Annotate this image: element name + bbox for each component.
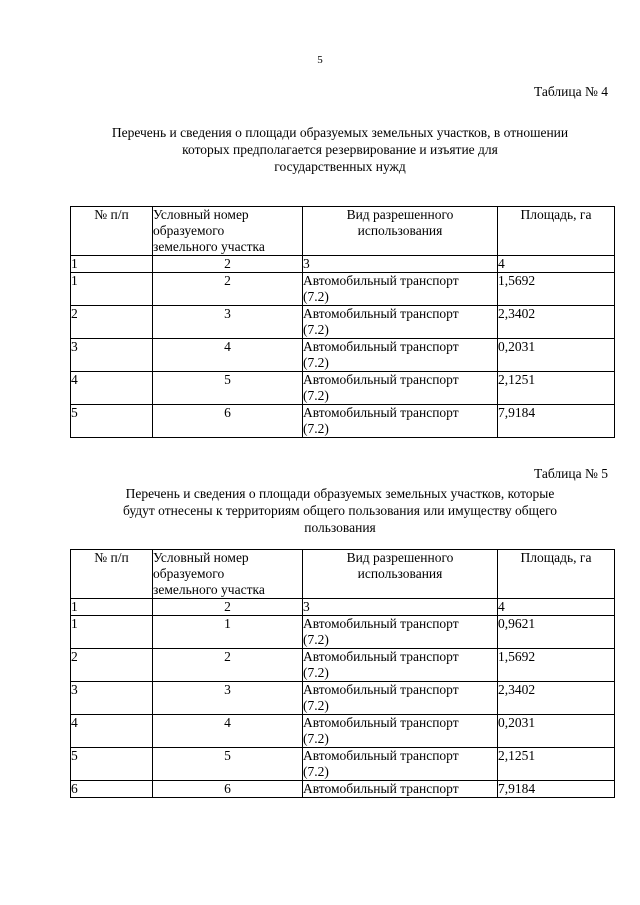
index-cell: 1 xyxy=(71,256,153,273)
table-4-title-line: Перечень и сведения о площади образуемых земельных участков, в отношении xyxy=(111,125,569,140)
row-number: 4 xyxy=(71,372,153,405)
table-4-title xyxy=(70,124,610,175)
use-line: (7.2) xyxy=(303,731,329,746)
table-row xyxy=(71,682,615,715)
row-conditional-number: 5 xyxy=(153,748,303,781)
header-area: Площадь, га xyxy=(498,207,615,256)
row-area: 2,3402 xyxy=(498,306,615,339)
header-conditional-number xyxy=(153,550,303,599)
header-line: Условный номер xyxy=(153,550,249,565)
table-4-label: Таблица № 4 xyxy=(534,84,608,99)
use-line: Автомобильный транспорт xyxy=(303,405,459,420)
row-number: 2 xyxy=(71,306,153,339)
table-row xyxy=(71,715,615,748)
row-area: 0,9621 xyxy=(498,616,615,649)
row-area: 7,9184 xyxy=(498,781,615,798)
use-line: (7.2) xyxy=(303,632,329,647)
row-permitted-use xyxy=(303,781,498,798)
use-line: (7.2) xyxy=(303,698,329,713)
table-row xyxy=(71,306,615,339)
row-conditional-number: 3 xyxy=(153,306,303,339)
row-area: 2,3402 xyxy=(498,682,615,715)
row-permitted-use xyxy=(303,616,498,649)
row-conditional-number: 5 xyxy=(153,372,303,405)
table-4-title-line: государственных нужд xyxy=(274,159,406,174)
row-permitted-use xyxy=(303,339,498,372)
index-cell: 3 xyxy=(303,256,498,273)
table-5-label: Таблица № 5 xyxy=(534,466,608,481)
row-area: 7,9184 xyxy=(498,405,615,438)
use-line: Автомобильный транспорт xyxy=(303,748,459,763)
index-cell: 4 xyxy=(498,256,615,273)
header-line: земельного участка xyxy=(153,582,265,597)
use-line: Автомобильный транспорт xyxy=(303,682,459,697)
row-area: 1,5692 xyxy=(498,649,615,682)
header-line: земельного участка xyxy=(153,239,265,254)
row-permitted-use xyxy=(303,748,498,781)
index-cell: 1 xyxy=(71,599,153,616)
row-conditional-number: 2 xyxy=(153,273,303,306)
row-number: 3 xyxy=(71,682,153,715)
row-conditional-number: 4 xyxy=(153,715,303,748)
row-area: 2,1251 xyxy=(498,748,615,781)
row-permitted-use xyxy=(303,273,498,306)
table-row xyxy=(71,273,615,306)
table-index-row xyxy=(71,256,615,273)
table-index-row xyxy=(71,599,615,616)
row-permitted-use xyxy=(303,372,498,405)
use-line: (7.2) xyxy=(303,388,329,403)
header-conditional-number xyxy=(153,207,303,256)
row-conditional-number: 6 xyxy=(153,405,303,438)
index-cell: 3 xyxy=(303,599,498,616)
table-row xyxy=(71,616,615,649)
use-line: Автомобильный транспорт xyxy=(303,616,459,631)
use-line: (7.2) xyxy=(303,665,329,680)
row-conditional-number: 4 xyxy=(153,339,303,372)
header-number: № п/п xyxy=(71,550,153,599)
index-cell: 2 xyxy=(153,256,303,273)
table-row xyxy=(71,649,615,682)
table-4 xyxy=(70,206,615,438)
table-row xyxy=(71,748,615,781)
table-header-row xyxy=(71,207,615,256)
table-row xyxy=(71,339,615,372)
use-line: (7.2) xyxy=(303,355,329,370)
use-line: Автомобильный транспорт xyxy=(303,339,459,354)
table-row xyxy=(71,781,615,798)
header-area: Площадь, га xyxy=(498,550,615,599)
row-number: 2 xyxy=(71,649,153,682)
header-number: № п/п xyxy=(71,207,153,256)
header-line: Вид разрешенного xyxy=(346,550,454,565)
row-number: 6 xyxy=(71,781,153,798)
use-line: Автомобильный транспорт xyxy=(303,715,459,730)
header-line: образуемого xyxy=(153,566,225,581)
header-line: Условный номер xyxy=(153,207,249,222)
row-number: 1 xyxy=(71,273,153,306)
use-line: Автомобильный транспорт xyxy=(303,649,459,664)
table-row xyxy=(71,372,615,405)
table-5-title-line: Перечень и сведения о площади образуемых земельных участков, которые xyxy=(125,486,555,501)
row-area: 0,2031 xyxy=(498,715,615,748)
table-5 xyxy=(70,549,615,798)
use-line: Автомобильный транспорт xyxy=(303,372,459,387)
row-permitted-use xyxy=(303,682,498,715)
header-line: образуемого xyxy=(153,223,225,238)
row-area: 1,5692 xyxy=(498,273,615,306)
row-conditional-number: 3 xyxy=(153,682,303,715)
header-line: использования xyxy=(357,566,443,581)
row-area: 0,2031 xyxy=(498,339,615,372)
index-cell: 2 xyxy=(153,599,303,616)
table-4-title-line: которых предполагается резервирование и изъятие для xyxy=(182,142,498,157)
row-permitted-use xyxy=(303,306,498,339)
row-number: 4 xyxy=(71,715,153,748)
header-permitted-use xyxy=(303,550,498,599)
row-number: 1 xyxy=(71,616,153,649)
header-line: использования xyxy=(357,223,443,238)
index-cell: 4 xyxy=(498,599,615,616)
use-line: (7.2) xyxy=(303,289,329,304)
row-permitted-use xyxy=(303,649,498,682)
row-number: 5 xyxy=(71,405,153,438)
table-5-title-line: пользования xyxy=(304,520,376,535)
row-area: 2,1251 xyxy=(498,372,615,405)
row-permitted-use xyxy=(303,405,498,438)
page-number: 5 xyxy=(317,54,323,66)
use-line: (7.2) xyxy=(303,421,329,436)
table-row xyxy=(71,405,615,438)
use-line: (7.2) xyxy=(303,322,329,337)
use-line: Автомобильный транспорт xyxy=(303,273,459,288)
row-number: 3 xyxy=(71,339,153,372)
header-line: Вид разрешенного xyxy=(346,207,454,222)
row-conditional-number: 2 xyxy=(153,649,303,682)
use-line: Автомобильный транспорт xyxy=(303,306,459,321)
row-conditional-number: 6 xyxy=(153,781,303,798)
row-conditional-number: 1 xyxy=(153,616,303,649)
table-5-title xyxy=(70,485,610,536)
table-5-title-line: будут отнесены к территориям общего пользования или имуществу общего xyxy=(122,503,558,518)
table-header-row xyxy=(71,550,615,599)
use-line: (7.2) xyxy=(303,764,329,779)
header-permitted-use xyxy=(303,207,498,256)
row-permitted-use xyxy=(303,715,498,748)
use-line: Автомобильный транспорт xyxy=(303,781,459,796)
row-number: 5 xyxy=(71,748,153,781)
